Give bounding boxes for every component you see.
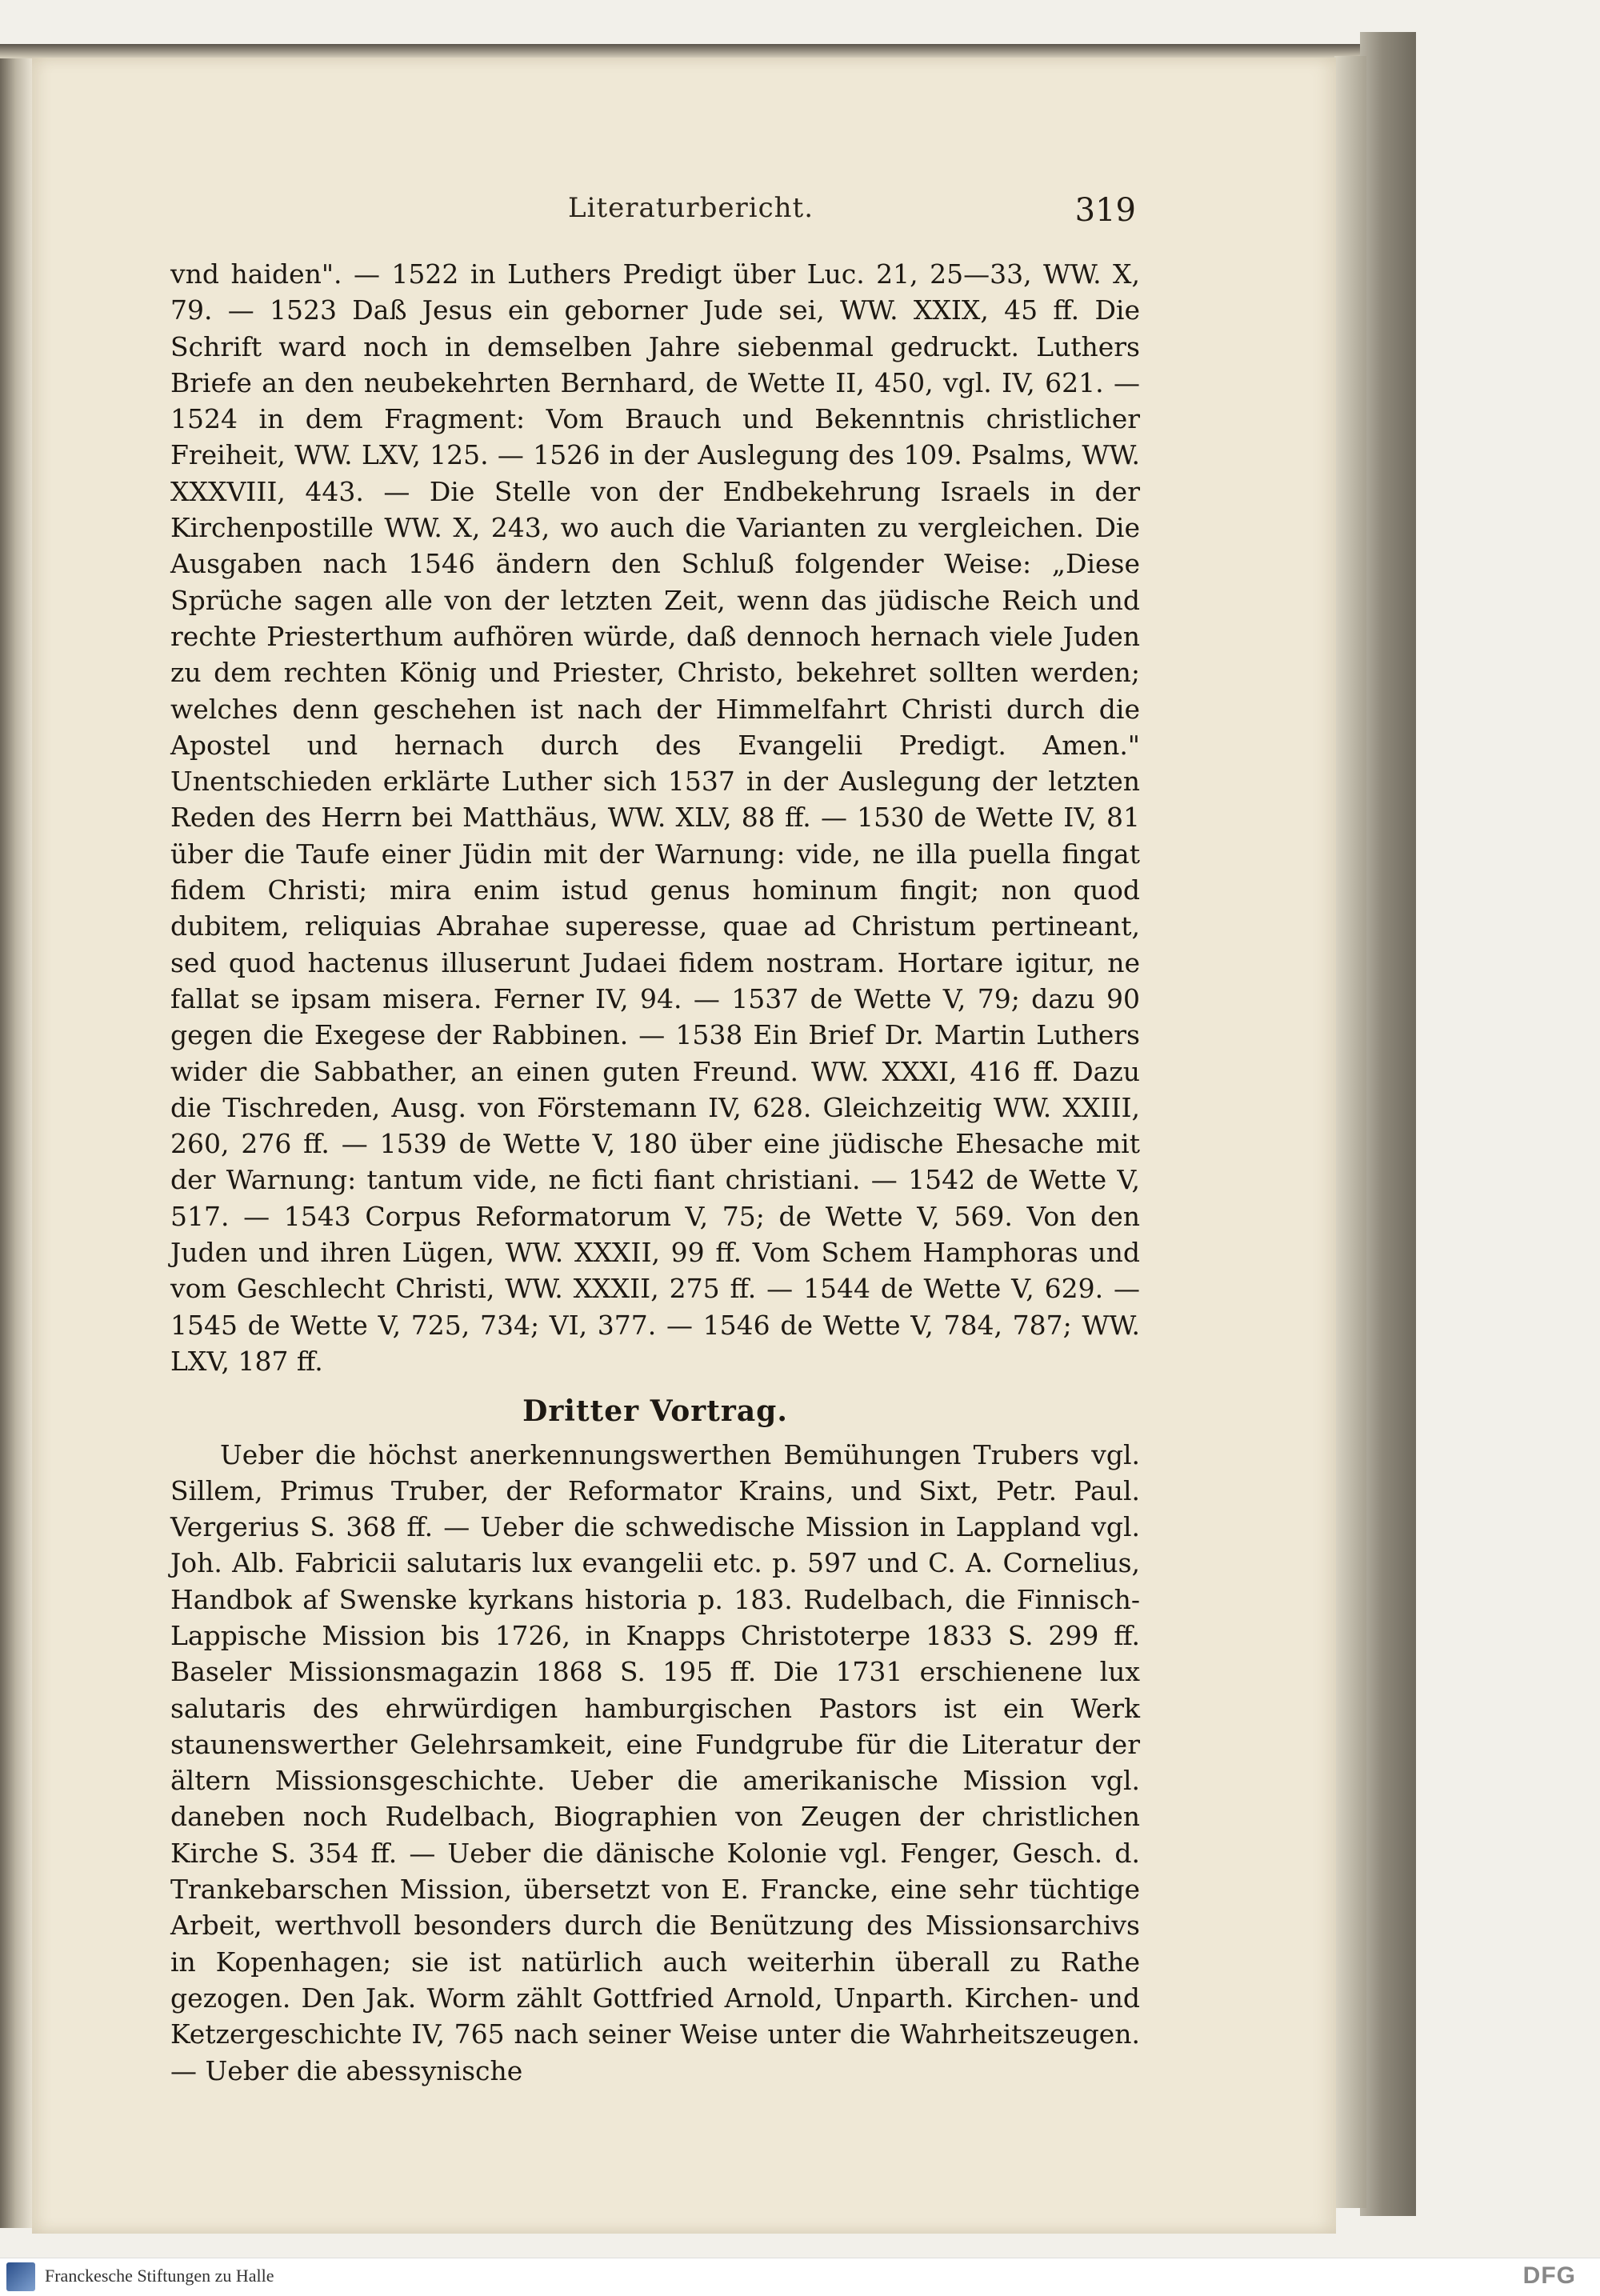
book-spine xyxy=(1360,32,1416,2216)
book-page-edge xyxy=(1334,56,1366,2208)
section-heading: Dritter Vortrag. xyxy=(522,1394,788,1429)
page-body xyxy=(170,256,1140,2089)
running-head: Literaturbericht. xyxy=(568,192,814,224)
book-left-edge xyxy=(0,44,32,2228)
paragraph: Ueber die höchst anerkennungswerthen Bemühungen Trubers vgl. Sillem, Primus Truber, der Reformator Krains, und Sixt, Petr. Paul. Vergerius S. 368 ff. — Ueber die schwedische Mission in Lappland vgl. Joh. Alb. Fabricii salutaris lux evangelii etc. p. 597 und C. A. Cornelius, Handbok af Swenske kyrkans historia p. 183. Rudelbach, die Finnisch-Lappische Mission bis 1726, in Knapps Christoterpe 1833 S. 299 ff. Baseler Missionsmagazin 1868 S. 195 ff. Die 1731 erschienene lux salutaris des ehrwürdigen hamburgischen Pastors ist ein Werk staunenswerther Gelehrsamkeit, eine Fundgrube für die Literatur der ältern Missionsgeschichte. Ueber die amerikanische Mission vgl. daneben noch Rudelbach, Biographien von Zeugen der christlichen Kirche S. 354 ff. — Ueber die dänische Kolonie vgl. Fenger, Gesch. d. Trankebarschen Mission, übersetzt von E. Francke, eine sehr tüchtige Arbeit, werthvoll besonders durch die Benützung des Missionsarchivs in Kopenhagen; sie ist natürlich auch weiterhin überall zu Rathe gezogen. Den Jak. Worm zählt Gottfried Arnold, Unparth. Kirchen- und Ketzergeschichte IV, 765 nach seiner Weise unter die Wahrheitszeugen. — Ueber die abessynische xyxy=(170,1438,1140,2086)
paragraph: vnd haiden". — 1522 in Luthers Predigt über Luc. 21, 25—33, WW. X, 79. — 1523 Daß Jesus ein geborner Jude sei, WW. XXIX, 45 ff. Die Schrift ward noch in demselben Jahre siebenmal gedruckt. Luthers Briefe an den neubekehrten Bernhard, de Wette II, 450, vgl. IV, 621. — 1524 in dem Fragment: Vom Brauch und Bekenntnis christlicher Freiheit, WW. LXV, 125. — 1526 in der Auslegung des 109. Psalms, WW. XXXVIII, 443. — Die Stelle von der Endbekehrung Israels in der Kirchenpostille WW. X, 243, wo auch die Varianten zu vergleichen. Die Ausgaben nach 1546 ändern den Schluß folgender Weise: „Diese Sprüche sagen alle von der letzten Zeit, wenn das jüdische Reich und rechte Priesterthum aufhören würde, daß dennoch hernach viele Juden zu dem rechten König und Priester, Christo, bekehret sollten werden; welches denn geschehen ist nach der Himmelfahrt Christi durch die Apostel und hernach durch des Evangelii Predigt. Amen." Unentschieden erklärte Luther sich 1537 in der Auslegung der letzten Reden des Herrn bei Matthäus, WW. XLV, 88 ff. — 1530 de Wette IV, 81 über die Taufe einer Jüdin mit der Warnung: vide, ne illa puella fingat fidem Christi; mira enim istud genus hominum fingit; non quod dubitem, reliquias Abrahae superesse, quae ad Christum pertineant, sed quod hactenus illuserunt Judaei fidem nostram. Hortare igitur, ne fallat se ipsam misera. Ferner IV, 94. — 1537 de Wette V, 79; dazu 90 gegen die Exegese der Rabbinen. — 1538 Ein Brief Dr. Martin Luthers wider die Sabbather, an einen guten Freund. WW. XXXI, 416 ff. Dazu die Tischreden, Ausg. von Förstemann IV, 628. Gleichzeitig WW. XXIII, 260, 276 ff. — 1539 de Wette V, 180 über eine jüdische Ehesache mit der Warnung: tantum vide, ne ficti fiant christiani. — 1542 de Wette V, 517. — 1543 Corpus Reformatorum V, 75; de Wette V, 569. Von den Juden und ihren Lügen, WW. XXXII, 99 ff. Vom Schem Hamphoras und vom Geschlecht Christi, WW. XXXII, 275 ff. — 1544 de Wette V, 629. — 1545 de Wette V, 725, 734; VI, 377. — 1546 de Wette V, 784, 787; WW. LXV, 187 ff. xyxy=(170,258,1140,1377)
library-logo-icon xyxy=(6,2262,35,2291)
dfg-logo: DFG xyxy=(1522,2262,1576,2289)
page-number: 319 xyxy=(1074,192,1136,229)
institution-label: Franckesche Stiftungen zu Halle xyxy=(45,2266,274,2286)
page-header xyxy=(152,192,1136,240)
book-top-edge xyxy=(0,44,1360,58)
